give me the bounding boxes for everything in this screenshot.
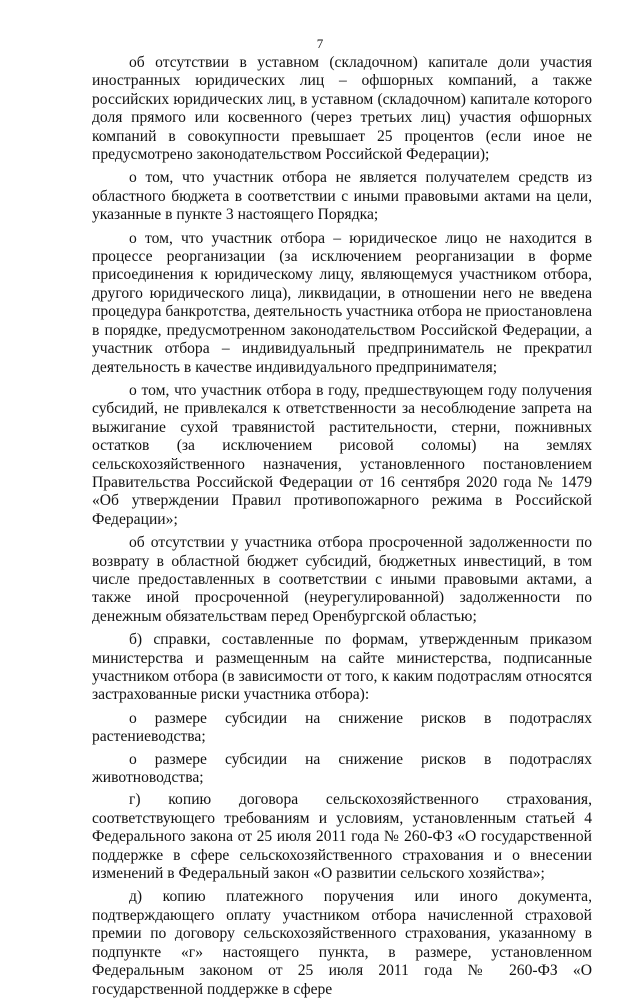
paragraph-item-b-certificates: б) справки, составленные по формам, утвержденным приказом министерства и размещенным на сайте министерства, подписанные участником отбора (в зависимости от того, к каким подотраслям относятся застрахованные риски участника отбора): [92,631,592,704]
paragraph-offshore-capital: об отсутствии в уставном (складочном) капитале доли участия иностранных юридических лиц – офшорных компаний, а также российских юридических лиц, в уставном (складочном) капитале которого доля прямого или косвенного (через третьих лиц) участия офшорных компаний в совокупности превышает 25 процентов (если иное не предусмотрено законодательством Российской Федерации); [92,54,592,164]
paragraph-crop-subsidy: о размере субсидии на снижение рисков в подотраслях растениеводства; [92,709,592,746]
paragraph-burning-ban: о том, что участник отбора в году, предшествующем году получения субсидий, не привлекался к ответственности за несоблюдение запрета на выжигание сухой травянистой растительности, стерни, пожнивных остатков (за исключением рисовой соломы) на землях сельскохозяйственного назначения, установленного постановлением Правительства Российской Федерации от 16 сентября 2020 года № 1479 «Об утверждении Правил противопожарного режима в Российской Федерации»; [92,381,592,528]
document-body [92,54,592,1004]
paragraph-livestock-subsidy: о размере субсидии на снижение рисков в подотраслях животноводства; [92,750,592,787]
paragraph-reorganization: о том, что участник отбора – юридическое лицо не находится в процессе реорганизации (за исключением реорганизации в форме присоединения к юридическому лицу, являющемуся участником отбора, другого юридического лица), ликвидации, в отношении него не введена процедура банкротства, деятельность участника отбора не приостановлена в порядке, предусмотренном законодательством Российской Федерации, а участник отбора – индивидуальный предприниматель не прекратил деятельность в качестве индивидуального предпринимателя; [92,229,592,376]
paragraph-overdue-debt: об отсутствии у участника отбора просроченной задолженности по возврату в областной бюджет субсидий, бюджетных инвестиций, в том числе предоставленных в соответствии с иными правовыми актами, а также иной просроченной (неурегулированной) задолженности по денежным обязательствам перед Оренбургской областью; [92,534,592,625]
page-number: 7 [316,36,324,51]
paragraph-regional-budget: о том, что участник отбора не является получателем средств из областного бюджета в соответствии с иными правовыми актами на цели, указанные в пункте 3 настоящего Порядка; [92,169,592,224]
paragraph-item-d-payment-order: д) копию платежного поручения или иного документа, подтверждающего оплату участником отбора начисленной страховой премии по договору сельскохозяйственного страхования, указанному в подпункте «г» настоящего пункта, в размере, установленном Федеральным законом от 25 июля 2011 года № 260-ФЗ «О государственной поддержке в сфере [92,888,592,998]
paragraph-item-g-insurance-contract: г) копию договора сельскохозяйственного страхования, соответствующего требованиям и условиям, установленным статьей 4 Федерального закона от 25 июля 2011 года № 260-ФЗ «О государственной поддержке в сфере сельскохозяйственного страхования и о внесении изменений в Федеральный закон «О развитии сельского хозяйства»; [92,791,592,883]
